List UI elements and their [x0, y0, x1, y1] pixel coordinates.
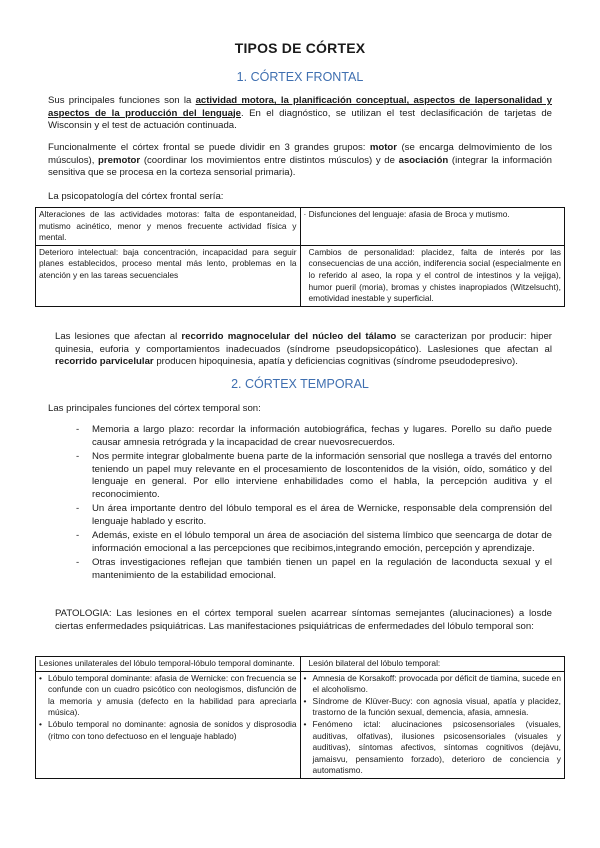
temporal-functions-intro: Las principales funciones del córtex temporal son: — [48, 403, 261, 414]
table-cell: Alteraciones de las actividades motoras: falta de espontaneidad, mutismo acinético, menor y menos frecuente actividad física y mental. — [36, 208, 301, 246]
temporal-lesions-table — [35, 656, 565, 779]
table-cell: Cambios de personalidad: placidez, falta de interés por las consecuencias de una acción, indiferencia social (especialmente en lo referido al aseo, la ropa y el control de intestinos y la vejiga), humor pueril (moria), bromas y chistes inapropiados (Witzelsucht), emotividad inestable y superficial. — [300, 245, 565, 306]
temporal-pathology-paragraph: PATOLOGIA: Las lesiones en el córtex temporal suelen acarrear síntomas semejantes (alucinaciones) a losde ciertas enfermedades psiquiátricas. Las manifestaciones psiquiátricas de enfermedades del lóbulo temporal son: — [55, 608, 552, 632]
list-item: - Nos permite integrar globalmente buena parte de la información sensorial que nosllega a través del entorno teniendo un papel muy relevante en el procesamiento de loscontenidos de la visión, oído, somático y del lenguaje en general. Por ello interviene enhabilidades como el habla, la percepción auditiva y el reconocimiento. — [76, 451, 552, 500]
list-item: • Síndrome de Klüver-Bucy: con agnosia visual, apatía y placidez, trastorno de la función sexual, demencia, afasia, amnesia. — [303, 695, 561, 718]
table-header-cell: Lesión bilateral del lóbulo temporal: — [300, 657, 565, 672]
table-cell: · Disfunciones del lenguaje: afasia de Broca y mutismo. — [300, 208, 565, 246]
list-item: • Amnesia de Korsakoff: provocada por déficit de tiamina, sucede en el alcoholismo. — [303, 672, 561, 695]
frontal-psychopathology-intro: La psicopatología del córtex frontal sería: — [48, 191, 224, 202]
list-item: • Lóbulo temporal dominante: afasia de Wernicke: con frecuencia se confunde con un cuadro psicótico con neologismos, disfunción de la memoria y amusia (defecto en la habilidad para apreciarla música). — [39, 672, 297, 718]
list-item: - Además, existe en el lóbulo temporal un área de asociación del sistema límbico que seencarga de dotar de información emocional a las percepciones que recibimos,integrando emoción, percepción y aprendizaje. — [76, 530, 552, 554]
table-cell — [36, 671, 301, 778]
frontal-functions-paragraph: Sus principales funciones son la actividad motora, la planificación conceptual, aspectos de lapersonalidad y aspectos de la producción del lenguaje. En el diagnóstico, se utilizan el test declasificación de tarjetas de Wisconsin y el test de actuación continuada. — [48, 95, 552, 131]
page-title: TIPOS DE CÓRTEX — [234, 40, 366, 56]
list-item: - Un área importante dentro del lóbulo temporal es el área de Wernicke, responsable dela comprensión del lenguaje hablado y escrito. — [76, 503, 552, 527]
section-heading-temporal: 2. CÓRTEX TEMPORAL — [231, 377, 369, 391]
list-item: - Memoria a largo plazo: recordar la información autobiográfica, fechas y lugares. Porello su daño puede causar amnesia retrógrada y la incapacidad de crear nuevosrecuerdos. — [76, 424, 552, 448]
frontal-groups-paragraph: Funcionalmente el córtex frontal se puede dividir en 3 grandes grupos: motor (se encarga delmovimiento de los músculos), premotor (coordinar los movimientos entre distintos músculos) y de asociación (integrar la información sensitiva que se procesa en la corteza sensorial primaria). — [48, 142, 552, 178]
table-cell: Deterioro intelectual: baja concentración, incapacidad para seguir planes establecidos, proceso mental más lento, problemas en la atención y en las tareas secuenciales — [36, 245, 301, 306]
temporal-functions-list — [48, 424, 552, 584]
table-header-cell: Lesiones unilaterales del lóbulo temporal-lóbulo temporal dominante. — [36, 657, 301, 672]
frontal-psychopathology-table — [35, 207, 565, 307]
list-item: • Fenómeno ictal: alucinaciones psicosensoriales (visuales, auditivas, olfativas), ilusiones psicosensoriales (visuales y auditivas), síntomas afectivos, síntomas cognitivos (dejàvu, jamaisvu, pensamiento forzado), deterioro de conciencia y automatismo. — [303, 718, 561, 776]
thalamus-lesions-paragraph: Las lesiones que afectan al recorrido magnocelular del núcleo del tálamo se caracterizan por producir: hiper quinesia, euforia y comportamientos inadecuados (síndrome pseudopsicopático). Laslesiones que afectan al recorrido parvicelular producen hipoquinesia, apatía y deficiencias cognitivas (síndrome pseudodepresivo). — [55, 331, 552, 367]
list-item: - Otras investigaciones reflejan que también tienen un papel en la regulación de laconducta sexual y el mantenimiento de la estabilidad emocional. — [76, 557, 552, 581]
table-cell — [300, 671, 565, 778]
list-item: • Lóbulo temporal no dominante: agnosia de sonidos y disprosodia (ritmo con tono defectuoso en el lenguaje hablado) — [39, 718, 297, 741]
section-heading-frontal: 1. CÓRTEX FRONTAL — [236, 70, 364, 84]
